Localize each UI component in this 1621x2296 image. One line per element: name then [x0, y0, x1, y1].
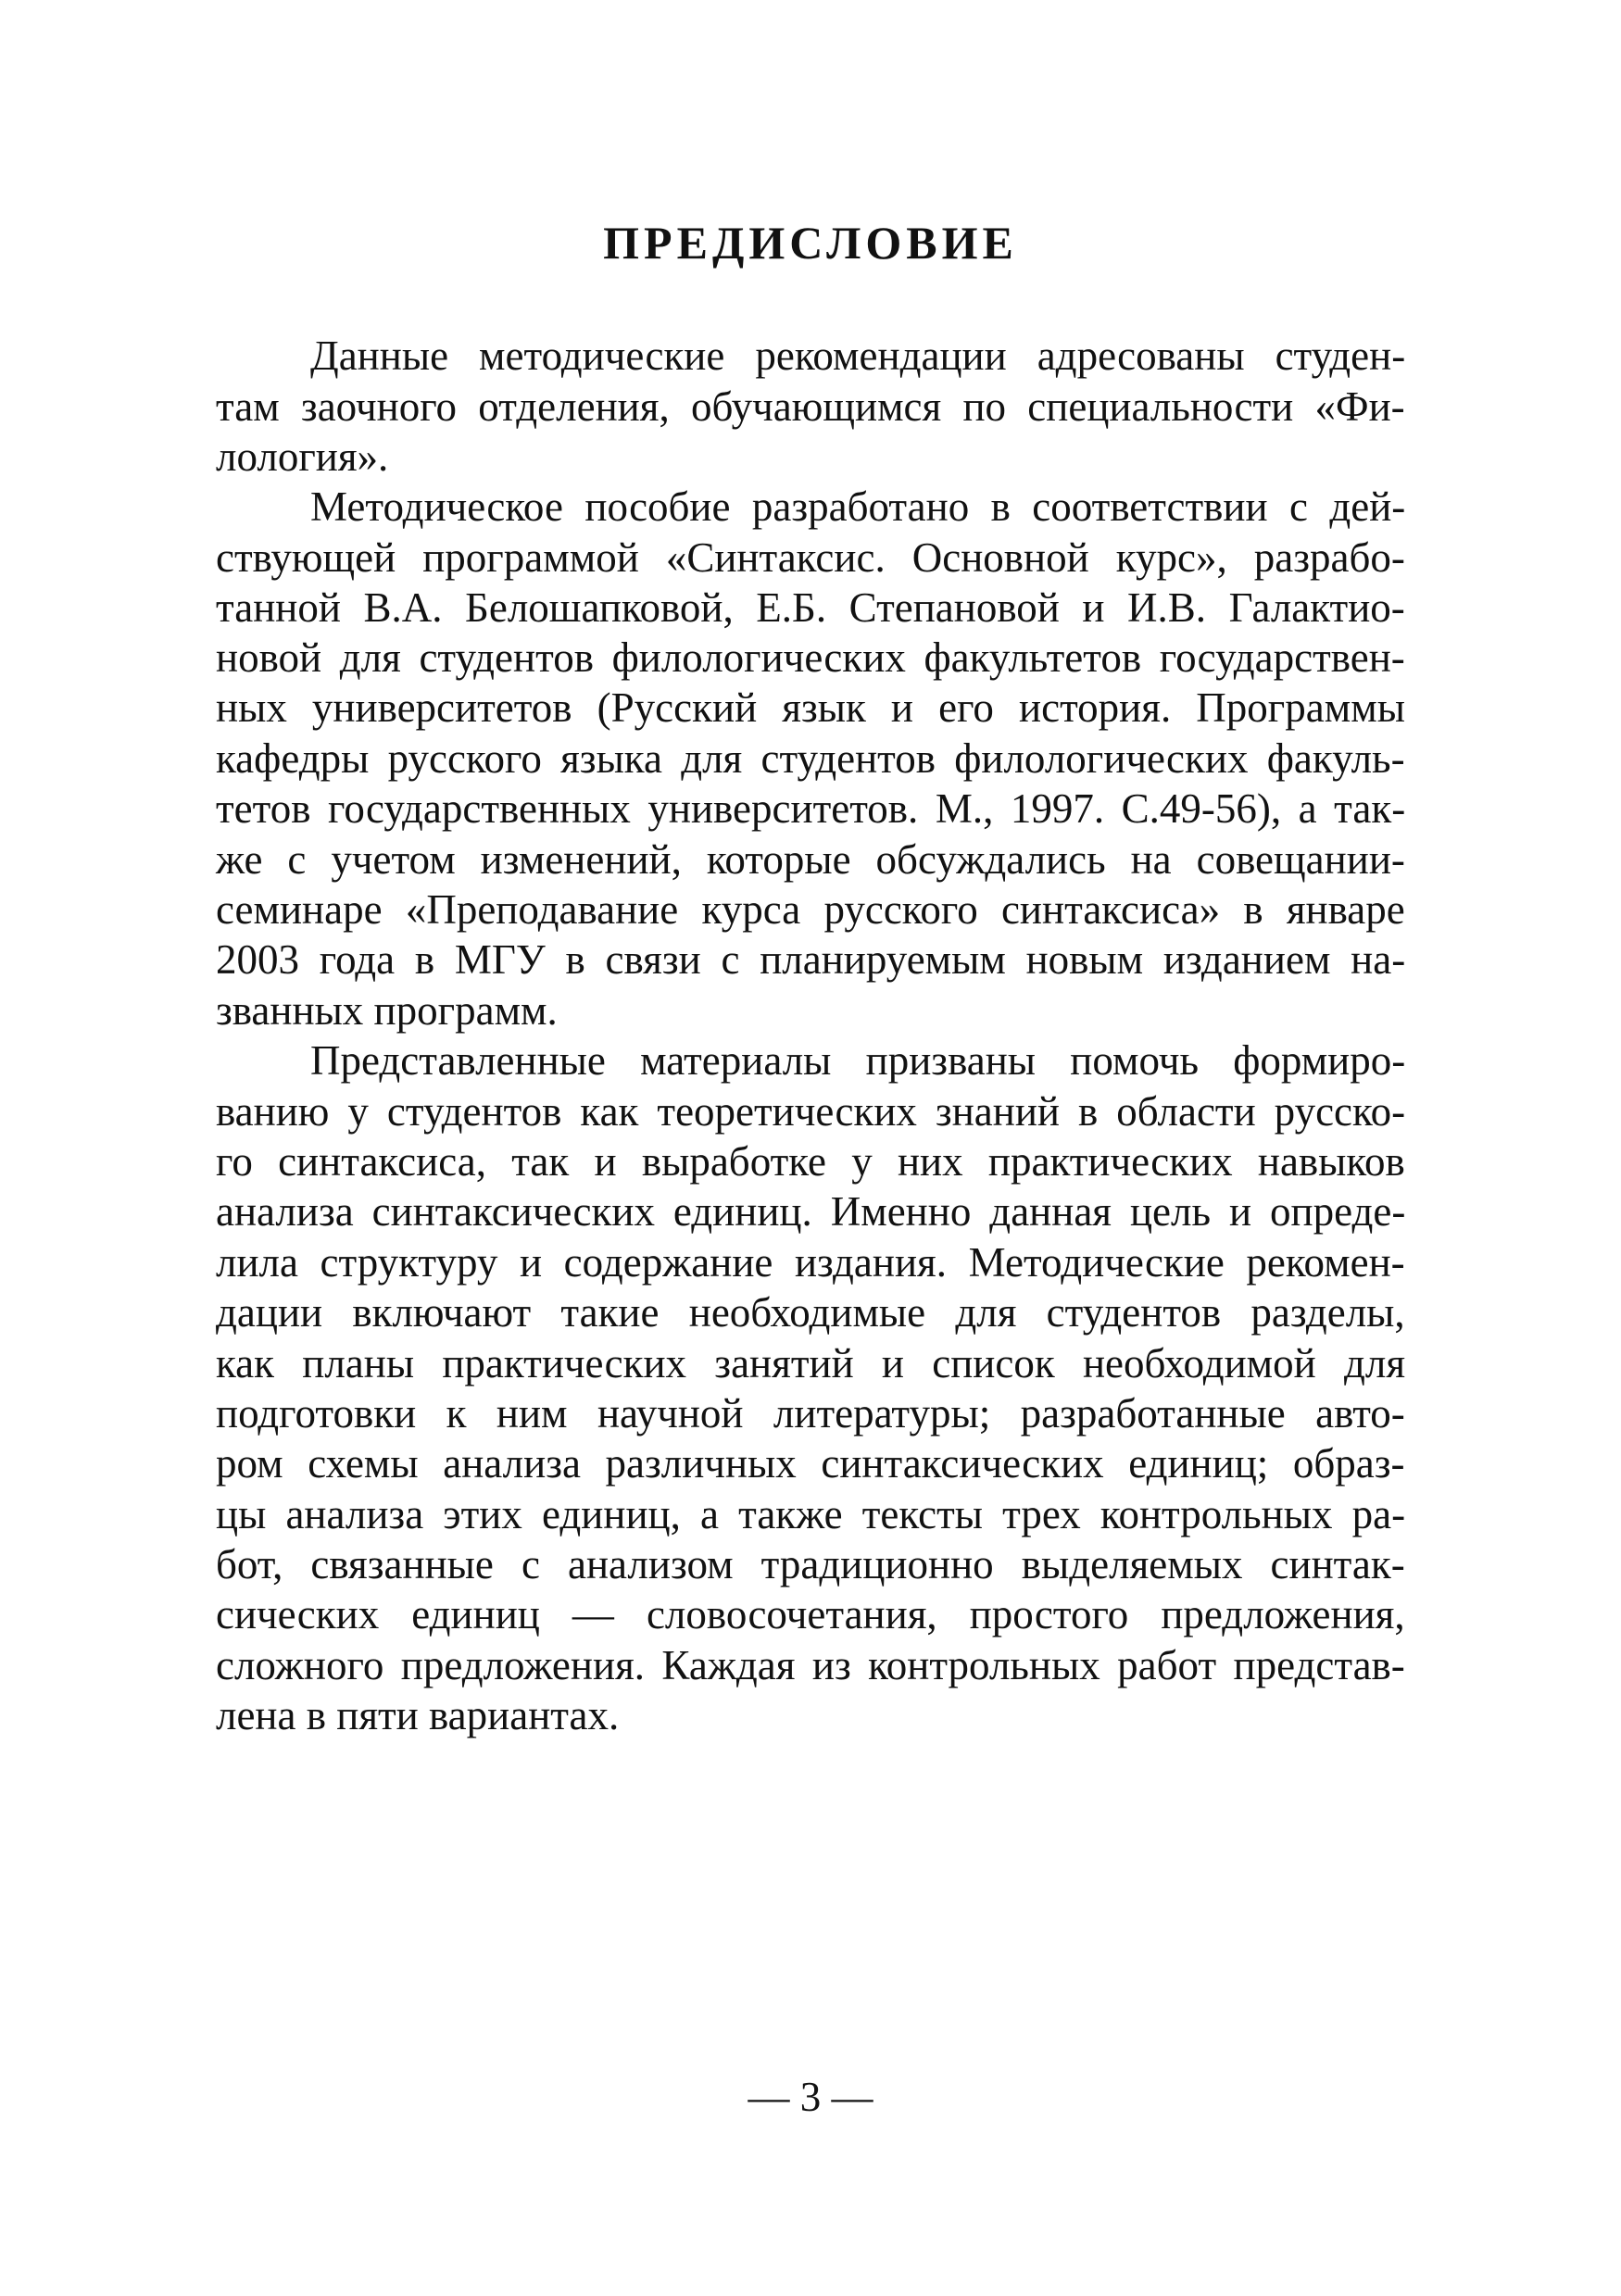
text-line: лена в пяти вариантах. [216, 1692, 620, 1738]
text-line: как планы практических занятий и список необходимой для [216, 1340, 1406, 1386]
text-line: ром схемы анализа различных синтаксических единиц; образ- [216, 1440, 1405, 1487]
page-title: ПРЕДИСЛОВИЕ [603, 217, 1018, 269]
text-line: го синтаксиса, так и выработке у них практических навыков [216, 1138, 1405, 1185]
text-line: Представленные материалы призваны помочь формиро- [310, 1037, 1406, 1084]
text-line: цы анализа этих единиц, а также тексты трех контрольных ра- [216, 1491, 1406, 1537]
text-line: лила структуру и содержание издания. Методические рекомен- [216, 1239, 1405, 1286]
page-number: — 3 — [748, 2074, 873, 2120]
text-line: ствующей программой «Синтаксис. Основной курс», разрабо- [216, 534, 1405, 581]
text-line: кафедры русского языка для студентов филологических факуль- [216, 735, 1405, 782]
text-line: Данные методические рекомендации адресованы студен- [310, 332, 1406, 379]
text-line: новой для студентов филологических факультетов государствен- [216, 634, 1405, 681]
text-line: подготовки к ним научной литературы; разработанные авто- [216, 1390, 1405, 1437]
text-line: сложного предложения. Каждая из контрольных работ представ- [216, 1642, 1405, 1688]
text-line: ванию у студентов как теоретических знаний в области русско- [216, 1088, 1406, 1135]
text-line: тетов государственных университетов. М., 1997. С.49-56), а так- [216, 785, 1406, 832]
text-line: 2003 года в МГУ в связи с планируемым новым изданием на- [216, 936, 1406, 983]
text-line: лология». [216, 433, 389, 480]
text-line: танной В.А. Белошапковой, Е.Б. Степановой и И.В. Галактио- [216, 584, 1405, 631]
text-line: сических единиц — словосочетания, простого предложения, [216, 1591, 1405, 1637]
text-line: анализа синтаксических единиц. Именно данная цель и опреде- [216, 1188, 1406, 1235]
text-line: дации включают такие необходимые для студентов разделы, [216, 1289, 1405, 1336]
text-line: ных университетов (Русский язык и его история. Программы [216, 684, 1405, 731]
text-line: там заочного отделения, обучающимся по специальности «Фи- [216, 383, 1405, 430]
text-line: семинаре «Преподавание курса русского синтаксиса» в январе [216, 886, 1405, 933]
text-line: же с учетом изменений, которые обсуждались на совещании- [216, 836, 1405, 883]
text-line: званных программ. [216, 987, 558, 1034]
text-line: бот, связанные с анализом традиционно выделяемых синтак- [216, 1541, 1405, 1587]
text-line: Методическое пособие разработано в соответствии с дей- [310, 483, 1406, 530]
